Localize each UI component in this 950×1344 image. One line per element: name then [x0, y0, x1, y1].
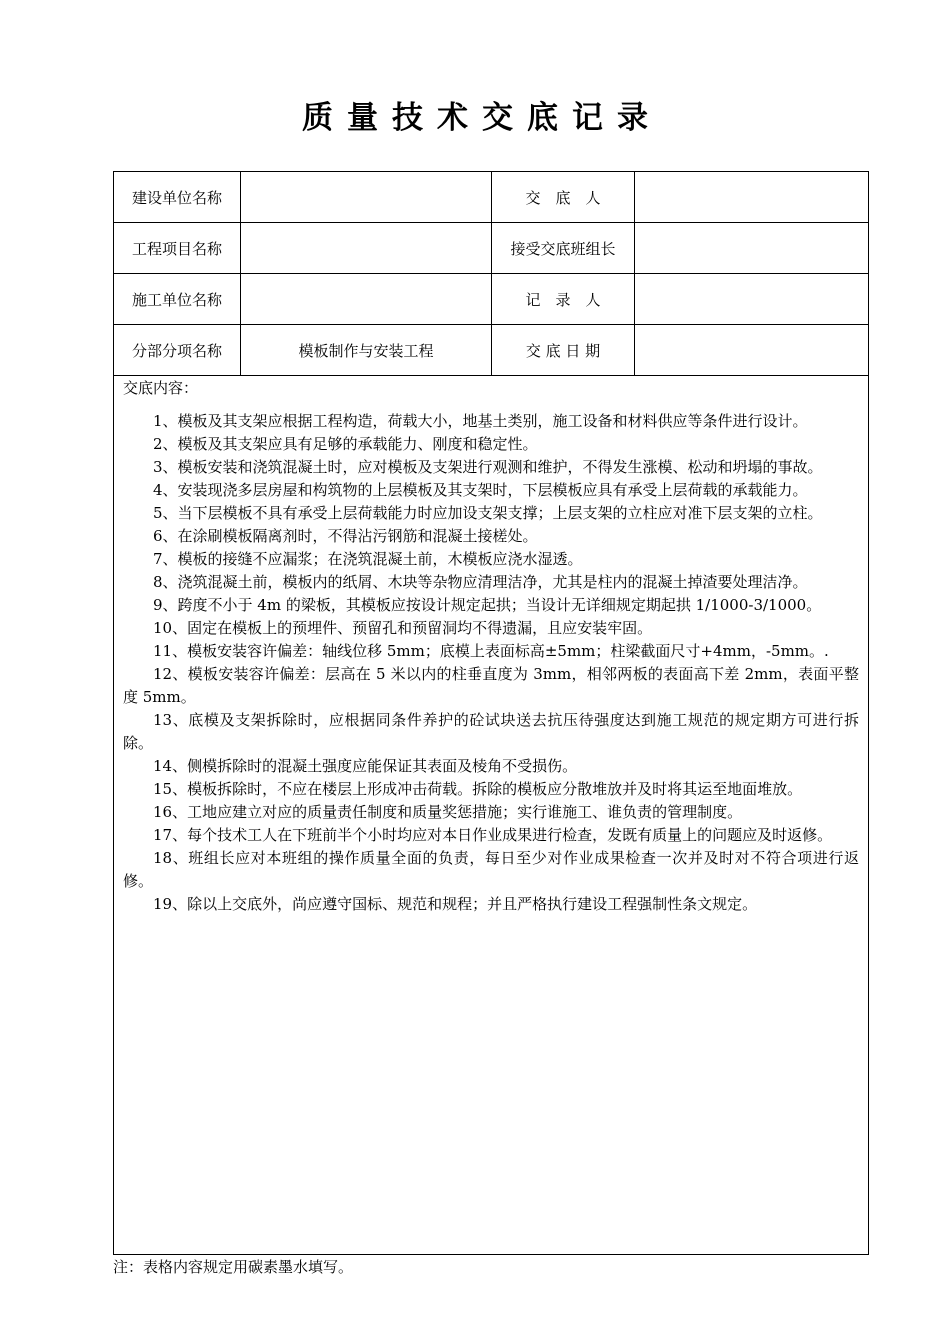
clause-item: 4、安装现浇多层房屋和构筑物的上层模板及其支架时，下层模板应具有承受上层荷载的承载能力。 [153, 481, 808, 499]
brief-date-field[interactable] [635, 325, 869, 376]
clause-item: 16、工地应建立对应的质量责任制度和质量奖惩措施；实行谁施工、谁负责的管理制度。 [153, 803, 743, 821]
clause-item: 12、模板安装容许偏差：层高在 5 米以内的柱垂直度为 3mm，相邻两板的表面高下差 2mm，表面平整度 5mm。 [123, 665, 859, 706]
clause-item: 19、除以上交底外，尚应遵守国标、规范和规程；并且严格执行建设工程强制性条文规定。 [153, 895, 758, 913]
label-project-name: 工程项目名称 [114, 223, 241, 274]
label-brief-date: 交 底 日 期 [492, 325, 635, 376]
clause-item: 18、班组长应对本班组的操作质量全面的负责，每日至少对作业成果检查一次并及时对不符合项进行返修。 [123, 849, 859, 890]
label-construction-unit: 建设单位名称 [114, 172, 241, 223]
clause-item: 8、浇筑混凝土前，模板内的纸屑、木块等杂物应清理洁净，尤其是柱内的混凝土掉渣要处理洁净。 [153, 573, 808, 591]
clause-item: 15、模板拆除时，不应在楼层上形成冲击荷载。拆除的模板应分散堆放并及时将其运至地面堆放。 [153, 780, 803, 798]
content-heading: 交底内容： [123, 379, 199, 397]
clause-item: 1、模板及其支架应根据工程构造，荷载大小，地基土类别，施工设备和材料供应等条件进行设计。 [153, 412, 808, 430]
clause-item: 7、模板的接缝不应漏浆；在浇筑混凝土前，木模板应浇水湿透。 [153, 550, 583, 568]
label-contractor: 施工单位名称 [114, 274, 241, 325]
clause-item: 5、当下层模板不具有承受上层荷载能力时应加设支架支撑；上层支架的立柱应对准下层支架的立柱。 [153, 504, 823, 522]
project-name-field[interactable] [241, 223, 492, 274]
label-subproject: 分部分项名称 [114, 325, 241, 376]
clause-item: 10、固定在模板上的预埋件、预留孔和预留洞均不得遗漏，且应安装牢固。 [153, 619, 653, 637]
clause-item: 13、底模及支架拆除时，应根据同条件养护的砼试块送去抗压待强度达到施工规范的规定期方可进行拆除。 [123, 711, 859, 752]
clause-item: 6、在涂刷模板隔离剂时，不得沾污钢筋和混凝土接槎处。 [153, 527, 538, 545]
table-row [114, 376, 869, 1255]
label-briefer: 交 底 人 [492, 172, 635, 223]
label-team-leader: 接受交底班组长 [492, 223, 635, 274]
label-recorder: 记 录 人 [492, 274, 635, 325]
record-form-table [113, 171, 869, 1255]
footnote: 注：表格内容规定用碳素墨水填写。 [113, 1258, 354, 1276]
table-row [114, 325, 869, 376]
brief-content-area[interactable] [114, 376, 869, 1255]
clause-item: 17、每个技术工人在下班前半个小时均应对本日作业成果进行检查，发既有质量上的问题应及时返修。 [153, 826, 833, 844]
clause-item: 11、模板安装容许偏差：轴线位移 5mm；底模上表面标高±5mm；柱梁截面尺寸+4mm，-5mm。. [153, 642, 829, 660]
table-row [114, 172, 869, 223]
briefer-field[interactable] [635, 172, 869, 223]
subproject-field[interactable]: 模板制作与安装工程 [241, 325, 492, 376]
recorder-field[interactable] [635, 274, 869, 325]
construction-unit-field[interactable] [241, 172, 492, 223]
contractor-field[interactable] [241, 274, 492, 325]
table-row [114, 223, 869, 274]
page-title: 质量技术交底记录 [302, 100, 662, 136]
table-row [114, 274, 869, 325]
clause-item: 14、侧模拆除时的混凝土强度应能保证其表面及棱角不受损伤。 [153, 757, 578, 775]
clause-item: 2、模板及其支架应具有足够的承载能力、刚度和稳定性。 [153, 435, 538, 453]
clause-item: 3、模板安装和浇筑混凝土时，应对模板及支架进行观测和维护，不得发生涨模、松动和坍塌的事故。 [153, 458, 823, 476]
clause-item: 9、跨度不小于 4m 的梁板，其模板应按设计规定起拱；当设计无详细规定期起拱 1/1000-3/1000。 [153, 596, 822, 614]
team-leader-field[interactable] [635, 223, 869, 274]
